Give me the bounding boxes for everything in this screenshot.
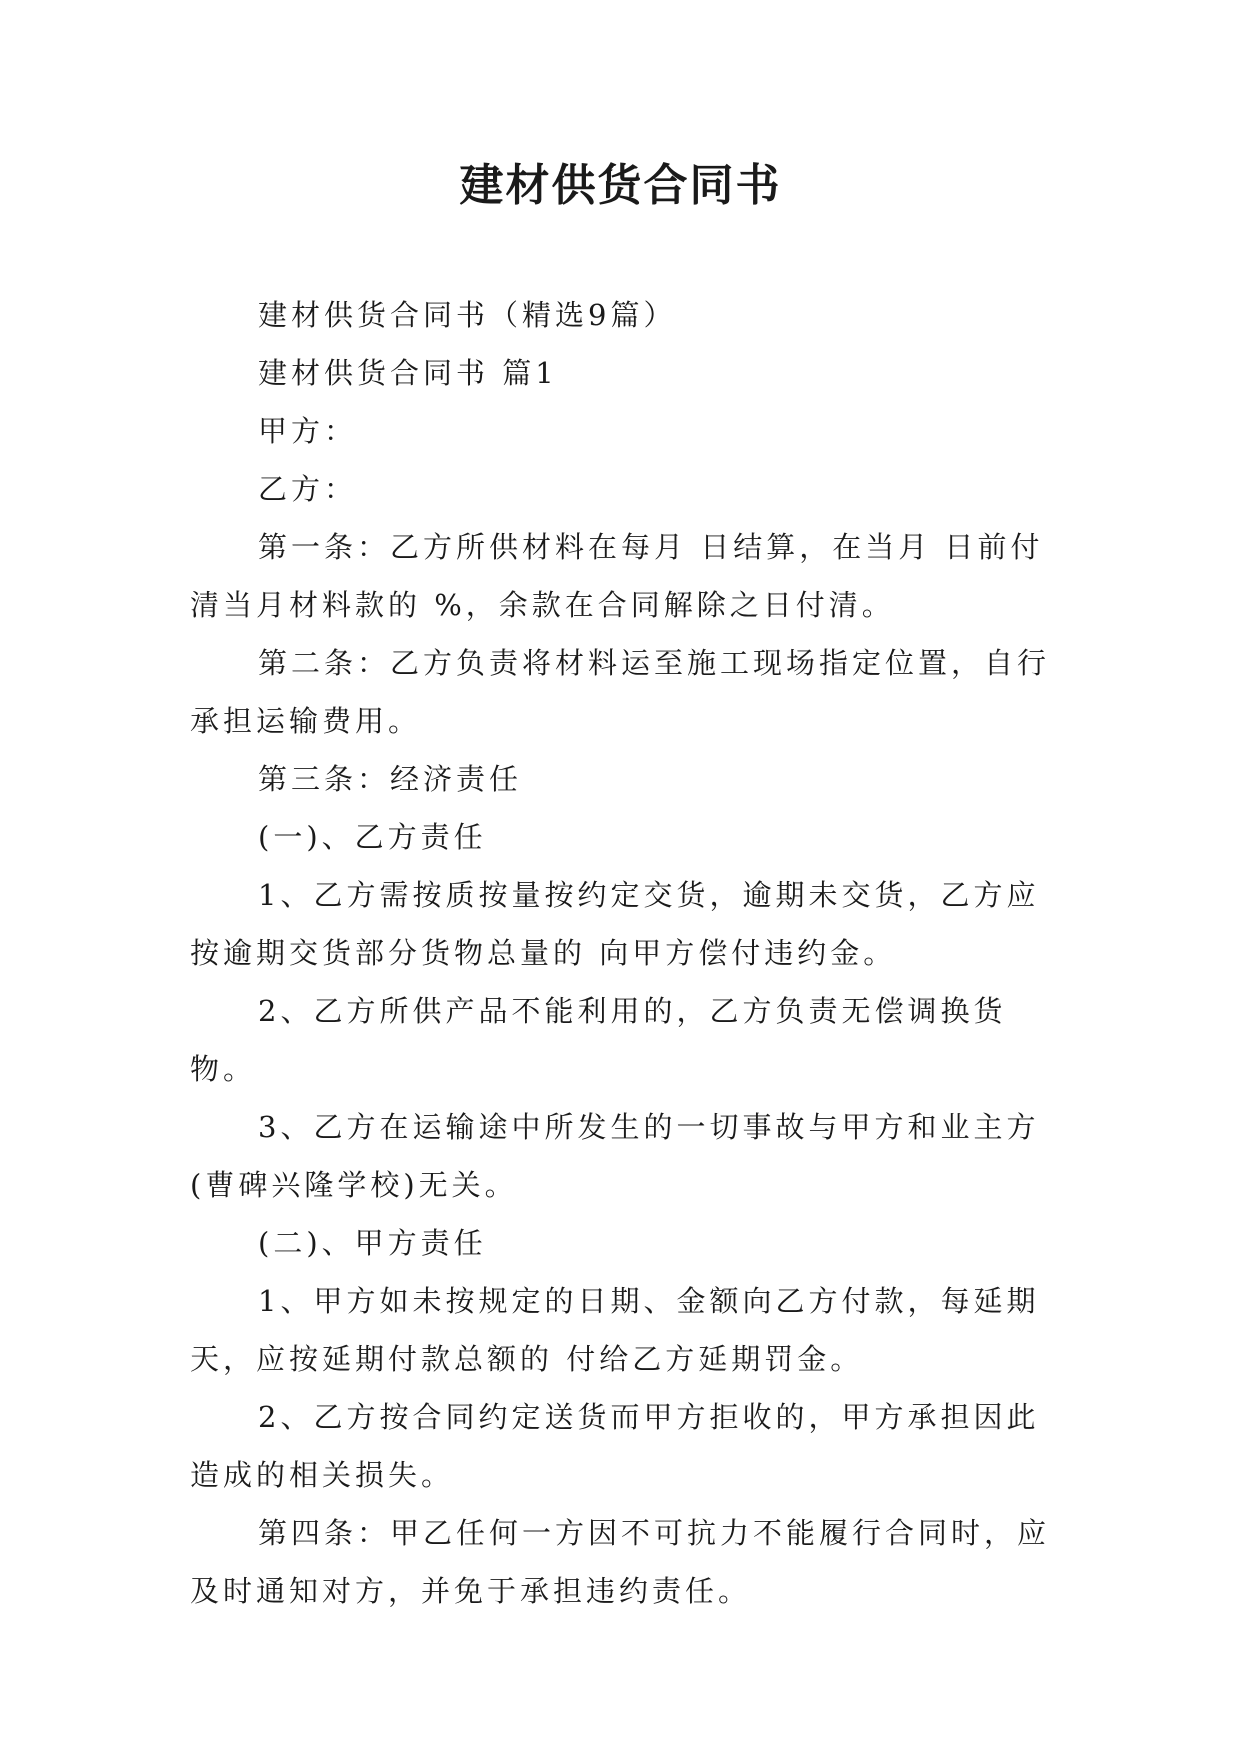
paragraph-party-b-duty-heading: (一)、乙方责任 <box>258 820 487 854</box>
paragraph-article-2: 第二条：乙方负责将材料运至施工现场指定位置，自行承担运输费用。 <box>190 646 1051 738</box>
document-body <box>190 286 1060 1620</box>
paragraph-section-title: 建材供货合同书 篇1 <box>258 356 558 390</box>
paragraph-party-b-duty-1: 1、乙方需按质按量按约定交货，逾期未交货，乙方应按逾期交货部分货物总量的 向甲方偿付违约金。 <box>190 878 1040 970</box>
paragraph-party-a-duty-2: 2、乙方按合同约定送货而甲方拒收的，甲方承担因此造成的相关损失。 <box>190 1400 1040 1492</box>
paragraph-article-4: 第四条：甲乙任何一方因不可抗力不能履行合同时，应及时通知对方，并免于承担违约责任。 <box>190 1516 1051 1608</box>
paragraph-heading: 建材供货合同书（精选9篇） <box>258 298 677 332</box>
paragraph-party-a: 甲方： <box>258 414 358 448</box>
paragraph-party-a-duty-1: 1、甲方如未按规定的日期、金额向乙方付款，每延期天，应按延期付款总额的 付给乙方延期罚金。 <box>190 1284 1040 1376</box>
document-title: 建材供货合同书 <box>459 160 782 211</box>
paragraph-party-b: 乙方： <box>258 472 358 506</box>
paragraph-article-1: 第一条：乙方所供材料在每月 日结算，在当月 日前付清当月材料款的 %，余款在合同解除之日付清。 <box>190 530 1044 622</box>
paragraph-party-b-duty-2: 2、乙方所供产品不能利用的，乙方负责无偿调换货物。 <box>190 994 1007 1086</box>
paragraph-party-a-duty-heading: (二)、甲方责任 <box>258 1226 487 1260</box>
paragraph-article-3: 第三条：经济责任 <box>258 762 523 796</box>
paragraph-party-b-duty-3: 3、乙方在运输途中所发生的一切事故与甲方和业主方(曹碑兴隆学校)无关。 <box>190 1110 1040 1202</box>
